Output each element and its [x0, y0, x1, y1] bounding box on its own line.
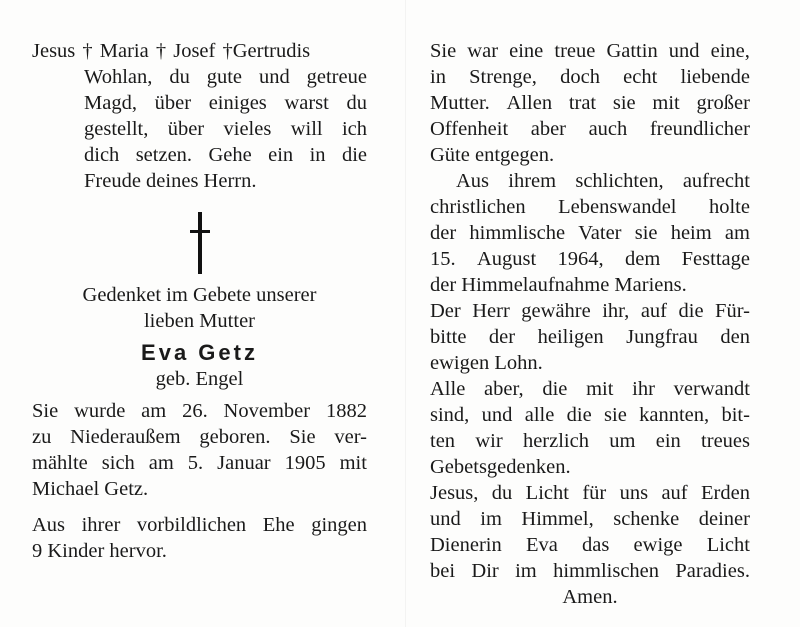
text-line: in Strenge, doch echt liebende	[430, 66, 750, 88]
text-line: Jesus, du Licht für uns auf Erden	[430, 482, 750, 504]
text-line: Aus ihrem schlichten, aufrecht	[456, 170, 750, 192]
verse-line: Freude deines Herrn.	[84, 170, 257, 192]
verse-line: Magd, über einiges warst du	[84, 92, 367, 114]
remember-line: Gedenket im Gebete unserer	[82, 284, 317, 306]
text-line: Offenheit aber auch freundlicher	[430, 118, 750, 140]
bio-line: mählte sich am 5. Januar 1905 mit	[32, 452, 367, 474]
text-line: Gebetsgedenken.	[430, 456, 571, 478]
text-line: Sie war eine treue Gattin und eine,	[430, 40, 750, 62]
text-line: der Himmelaufnahme Mariens.	[430, 274, 687, 296]
children-line: Aus ihrer vorbildlichen Ehe gingen	[32, 514, 367, 536]
holy-names-header: Jesus † Maria † Josef †Gertrudis	[32, 40, 311, 62]
verse-line: gestellt, über vieles will ich	[84, 118, 367, 140]
verse-line: dich setzen. Gehe ein in die	[84, 144, 367, 166]
bio-line: zu Niederaußem geboren. Sie ver-	[32, 426, 367, 448]
text-line: sind, und alle die sie kannten, bit-	[430, 404, 750, 426]
text-line: ten wir herzlich um ein treues	[430, 430, 750, 452]
left-column	[32, 38, 367, 564]
verse-line: Wohlan, du gute und getreue	[84, 66, 367, 88]
text-line: 15. August 1964, dem Festtage	[430, 248, 750, 270]
bio-line: Sie wurde am 26. November 1882	[32, 400, 367, 422]
text-line: Der Herr gewähre ihr, auf die Für-	[430, 300, 750, 322]
amen: Amen.	[562, 586, 618, 608]
text-line: christlichen Lebenswandel holte	[430, 196, 750, 218]
remember-line: lieben Mutter	[143, 310, 255, 332]
cross-icon	[190, 212, 210, 274]
bible-verse	[32, 64, 367, 194]
bio-line: Michael Getz.	[32, 478, 149, 500]
text-line: der himmlische Vater sie heim am	[430, 222, 750, 244]
text-line: Güte entgegen.	[430, 144, 555, 166]
children-line: 9 Kinder hervor.	[32, 540, 167, 562]
text-line: bei Dir im himmlischen Paradies.	[430, 560, 750, 582]
maiden-name: geb. Engel	[155, 368, 244, 390]
deceased-name: Eva Getz	[141, 340, 258, 365]
text-line: Mutter. Allen trat sie mit großer	[430, 92, 750, 114]
text-line: ewigen Lohn.	[430, 352, 543, 374]
right-column	[430, 38, 750, 610]
text-line: Alle aber, die mit ihr verwandt	[430, 378, 750, 400]
text-line: und im Himmel, schenke deiner	[430, 508, 750, 530]
fold-line	[405, 0, 406, 627]
text-line: Dienerin Eva das ewige Licht	[430, 534, 750, 556]
text-line: bitte der heiligen Jungfrau den	[430, 326, 750, 348]
